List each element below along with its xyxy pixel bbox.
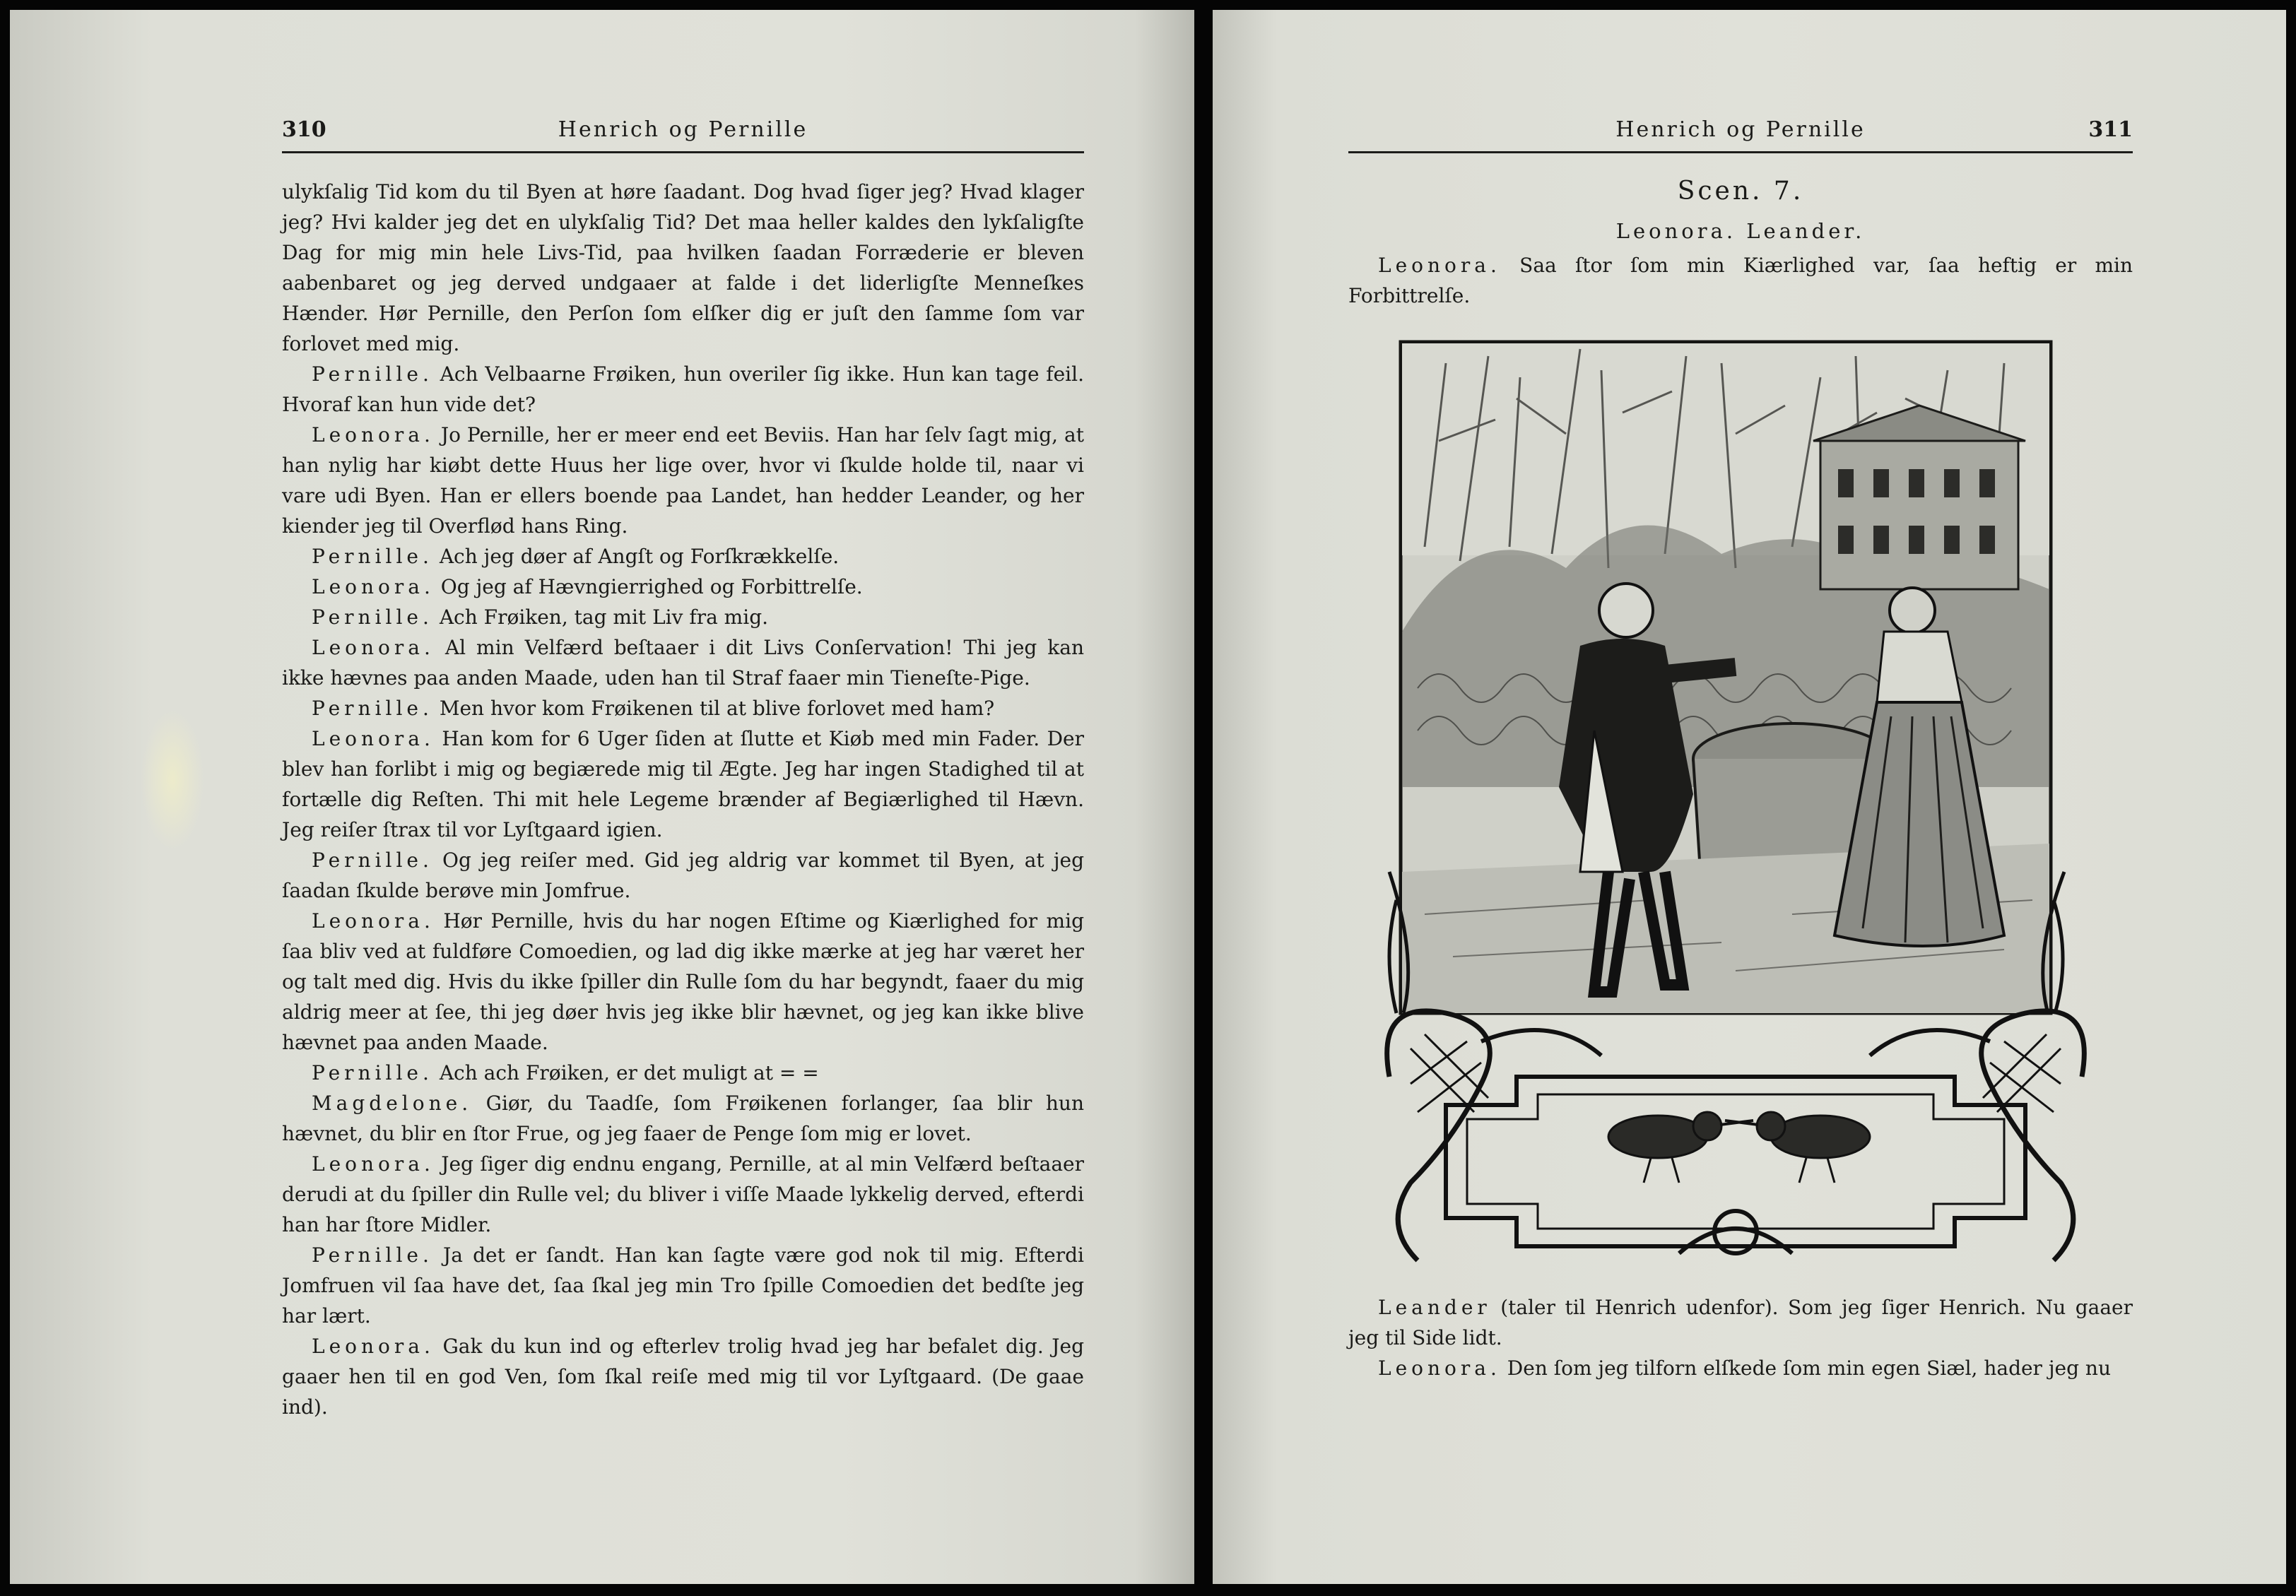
paragraph-text: Og jeg af Hævngierrighed og Forbittrelſe.: [440, 575, 863, 598]
paragraph: [282, 906, 1084, 1058]
paragraph: [282, 602, 1084, 632]
speaker-name: Pernille.: [312, 1243, 433, 1267]
paper-stain: [141, 709, 204, 851]
paragraph: [282, 1088, 1084, 1149]
paragraph-text: Al min Velfærd beſtaaer i dit Livs Conſervation! Thi jeg kan ikke hævnes paa anden Maade, uden han til Straf faaer min Tieneſte-Pige.: [282, 636, 1084, 690]
running-head-right: [1348, 114, 2133, 153]
paragraph: [1348, 250, 2133, 311]
paragraph: [282, 572, 1084, 602]
paragraph: [282, 420, 1084, 541]
paragraph: [282, 177, 1084, 359]
speaker-name: Pernille.: [312, 849, 433, 872]
paragraph-text: Ach ach Frøiken, er det muligt at = =: [439, 1061, 819, 1084]
paragraph-text: Ach Frøiken, tag mit Liv fra mig.: [439, 605, 769, 629]
bird-right: [1725, 1112, 1870, 1183]
paragraph-text: Og jeg reiſer med. Gid jeg aldrig var kommet til Byen, at jeg ſaadan ſkulde berøve min Jomfrue.: [282, 849, 1084, 902]
paragraph-text: Ja det er ſandt. Han kan ſagte være god nok til mig. Efterdi Jomfruen vil ſaa have det, ſaa ſkal jeg min Tro ſpille Comoedien det bedſte jeg har lært.: [282, 1243, 1085, 1328]
speaker-name: Leonora.: [312, 575, 435, 598]
speaker-name: Magdelone.: [312, 1092, 473, 1115]
paragraph-text: Giør, du Taadſe, ſom Frøikenen forlanger, ſaa blir hun hævnet, du blir en ſtor Frue, og jeg faaer de Penge ſom mig er lovet.: [282, 1092, 1085, 1145]
paragraph: [282, 1240, 1084, 1331]
right-text-top: [1348, 250, 2133, 311]
page-number: 310: [282, 117, 326, 142]
paragraph: [282, 1331, 1084, 1422]
paragraph-text: Jeg ſiger dig endnu engang, Pernille, at al min Velfærd beſtaaer derudi at du ſpiller din Rulle vel; du bliver i viſſe Maade lykkelig derved, efterdi han har ſtore Midler.: [282, 1152, 1084, 1236]
speaker-name: Leonora.: [312, 423, 435, 447]
speaker-name: Leonora.: [1378, 254, 1501, 277]
left-text-block: [282, 177, 1084, 1422]
paragraph: [1348, 1292, 2133, 1353]
paragraph-text: Den ſom jeg tilforn elſkede ſom min egen Siæl, hader jeg nu: [1507, 1356, 2111, 1380]
right-page: [1213, 10, 2286, 1584]
speaker-name: Leonora.: [312, 1335, 435, 1358]
speaker-name: Leander: [1378, 1296, 1491, 1319]
speaker-name: Pernille.: [312, 697, 433, 720]
paragraph-text: Han kom for 6 Uger ſiden at ſlutte et Kiøb med min Fader. Der blev han forlibt i mig og begiærede mig til Ægte. Jeg har ingen Stadighed til at fortælle dig Reſten. Thi mit hele Legeme brænder af Begiærlighed til Hævn. Jeg reiſer ſtrax til vor Lyſtgaard igien.: [282, 727, 1084, 841]
scene-persons: Leonora. Leander.: [1615, 219, 1866, 243]
paragraph: [282, 541, 1084, 572]
right-text-bottom: [1348, 1292, 2133, 1383]
speaker-name: Pernille.: [312, 545, 433, 568]
paragraph-text: Ach jeg døer af Angſt og Forſkrækkelſe.: [439, 545, 840, 568]
running-title: Henrich og Pernille: [1615, 117, 1866, 142]
paragraph: [282, 845, 1084, 906]
speaker-name: Leonora.: [312, 636, 435, 659]
ornament-lattice: [1411, 1034, 2061, 1112]
running-head-left: [282, 114, 1084, 153]
speaker-name: Pernille.: [312, 1061, 433, 1084]
page-number: 311: [2088, 117, 2133, 142]
paragraph: [1348, 1353, 2133, 1383]
paragraph: [282, 359, 1084, 420]
paragraph: [282, 693, 1084, 723]
paragraph-text: Men hvor kom Frøikenen til at blive forlovet med ham?: [439, 697, 995, 720]
scene-title: Scen. 7.: [1677, 177, 1804, 206]
speaker-name: Leonora.: [312, 909, 435, 933]
paragraph: [282, 632, 1084, 693]
speaker-name: Pernille.: [312, 362, 433, 386]
speaker-name: Leonora.: [312, 727, 435, 750]
paragraph-text: Hør Pernille, hvis du har nogen Eſtime og Kiærlighed for mig ſaa bliv ved at fuldføre Comoedien, og lad dig ikke mærke at jeg har været her og talt med dig. Hvis du ikke ſpiller din Rulle ſom du har begyndt, faaer du mig aldrig meer at ſee, thi jeg døer hvis jeg ikke blir hævnet, og jeg kan ikke blive hævnet paa anden Maade.: [282, 909, 1084, 1054]
paragraph-text: (taler til Henrich udenfor). Som jeg ſiger Henrich. Nu gaaer jeg til Side lidt.: [1348, 1296, 2133, 1349]
left-page: [10, 10, 1194, 1584]
paragraph-text: Gak du kun ind og efterlev trolig hvad jeg har befalet dig. Jeg gaaer hen til en god Ven, ſom ſkal reiſe med mig til vor Lyſtgaard. (De gaae ind).: [282, 1335, 1084, 1419]
paragraph: [282, 723, 1084, 845]
paragraph: [282, 1058, 1084, 1088]
paragraph-text: Jo Pernille, her er meer end eet Beviis. Han har ſelv ſagt mig, at han nylig har kiøbt dette Huus her lige over, hvor vi ſkulde holde til, naar vi vare udi Byen. Han er ellers boende paa Landet, han hedder Leander, og her kiender jeg til Overflød hans Ring.: [282, 423, 1084, 538]
speaker-name: Pernille.: [312, 605, 433, 629]
paragraph: [282, 1149, 1084, 1240]
paragraph-text: ulykſalig Tid kom du til Byen at høre ſaadant. Dog hvad ſiger jeg? Hvad klager jeg? Hvi kalder jeg det en ulykſalig Tid? Det maa heller kaldes den lykſaligſte Dag for mig min hele Livs-Tid, paa hvilken ſaadan Forræderie er bleven aabenbaret og jeg derved undgaaer at falde i det liderligſte Menneſkes Hænder. Hør Pernille, den Perſon ſom elſker dig er juſt den ſamme ſom var forlovet med mig.: [282, 180, 1084, 355]
paragraph-text: Ach Velbaarne Frøiken, hun overiler ſig ikke. Hun kan tage feil. Hvoraf kan hun vide det?: [282, 362, 1084, 416]
engraving-illustration: [1368, 335, 2103, 1282]
speaker-name: Leonora.: [1378, 1356, 1501, 1380]
speaker-name: Leonora.: [312, 1152, 435, 1176]
ornament-cartouche: [1387, 1011, 2085, 1260]
running-title: Henrich og Pernille: [558, 117, 808, 142]
paragraph-text: Saa ſtor ſom min Kiærlighed var, ſaa heftig er min Forbittrelſe.: [1348, 254, 2133, 307]
